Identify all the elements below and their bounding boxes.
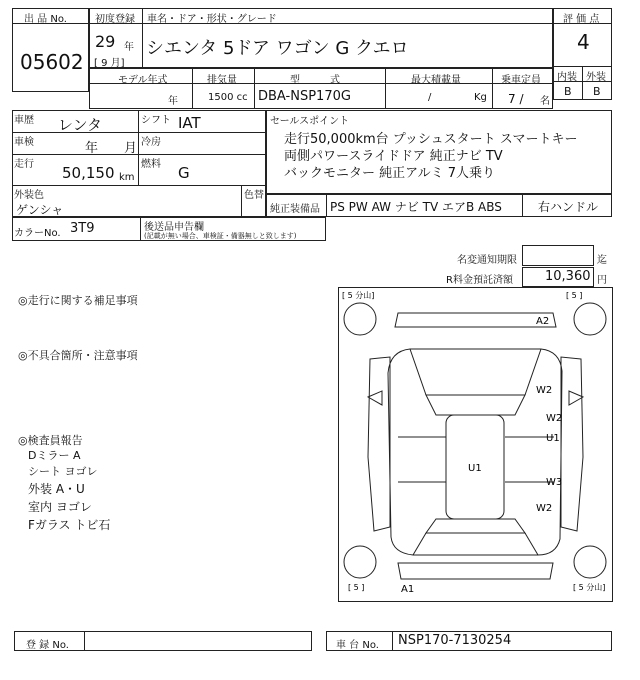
rear-bumper [398,563,553,579]
type-label: 型 式 [290,75,340,86]
recycle-label: R料金預託済額 [446,275,513,286]
first-reg-month: [ 9 月] [94,58,125,69]
sales-points-label: セールスポイント [270,116,350,127]
rear-window [426,519,525,533]
history-label: 車歴 [14,115,34,126]
name-change-box [522,245,594,266]
color-change-label: 色替 [244,190,264,201]
model-label: 車名・ドア・形状・グレード [147,14,277,25]
windshield [426,395,525,415]
inspector-line-4: 室内 ヨゴレ [28,500,92,514]
defects-label: ◎不具合箇所・注意事項 [18,349,138,362]
capacity-label: 乗車定員 [501,75,541,86]
max-load-unit: Kg [474,92,487,103]
inspector-label: ◎検査員報告 [18,434,83,447]
capacity-value: 7 / [508,92,524,106]
equipment-value: PS PW AW ナビ TV エアB ABS [330,200,502,214]
mileage-value: 50,150 [62,164,115,182]
capacity-unit: 名 [540,96,550,107]
ext-color-value: ゲンシャ [16,203,64,217]
mirror-right [569,391,583,405]
inspector-line-5: Fガラス トビ石 [28,518,111,532]
recycle-unit: 円 [597,275,607,286]
tire-fr-label: [ 5 ] [566,291,583,300]
damage-mark-w3: W3 [546,477,563,488]
max-load-value: / [428,92,432,103]
max-load-label: 最大積載量 [411,75,461,86]
driving-notes-label: ◎走行に関する補足事項 [18,294,138,307]
damage-mark-w2-door: W2 [546,413,563,424]
tire-rl-label: [ 5 ] [348,583,365,592]
equipment-label: 純正装備品 [270,204,320,215]
type-value: DBA-NSP170G [258,89,351,104]
left-side [368,357,390,531]
tire-fl-label: [ 5 分山] [342,291,375,300]
aftermarket-note: (記載が無い場合、車検証・備器無しと致します) [144,232,297,240]
reg-no-label: 登 録 No. [26,640,69,651]
exterior-label: 外装 [586,72,606,83]
front-bumper [395,313,556,327]
inspection-label: 車検 [14,137,34,148]
damage-mark-a2: A2 [536,316,550,327]
car-body [388,349,562,555]
damage-mark-a1: A1 [401,584,415,595]
car-damage-diagram [338,287,613,602]
mirror-left [368,391,382,405]
damage-mark-u1-roof: U1 [468,463,482,474]
fuel-value: G [178,164,190,182]
shift-value: IAT [178,114,201,132]
sales-point-line-3: バックモニター 純正アルミ 7人乗り [284,166,496,181]
model-year-label: モデル年式 [118,75,168,86]
wheel-rr [574,546,606,578]
steering-value: 右ハンドル [538,200,599,214]
damage-mark-u1-door: U1 [546,433,560,444]
interior-label: 内装 [557,72,577,83]
exterior-grade: B [593,85,601,98]
ac-label: 冷房 [141,137,161,148]
inspector-line-3: 外装 A・U [28,482,85,496]
shift-label: シフト [141,115,171,126]
eval-label: 評 価 点 [563,14,600,25]
model-year-unit: 年 [168,96,178,107]
eval-score: 4 [577,30,590,54]
lot-number: 05602 [20,50,84,74]
right-side [561,357,583,531]
damage-mark-w2-side: W2 [536,385,553,396]
sales-point-line-2: 両側パワースライドドア 純正ナビ TV [284,149,503,164]
displacement-label: 排気量 [207,75,237,86]
displacement-value: 1500 cc [208,92,248,103]
inspection-value: 年 月 [85,141,138,156]
damage-mark-w2-rear: W2 [536,503,553,514]
sales-point-line-1: 走行50,000km台 プッシュスタート スマートキー [284,132,578,147]
wheel-rl [344,546,376,578]
wheel-fr [574,303,606,335]
name-change-label: 名変通知期限 [457,255,517,266]
fuel-label: 燃料 [141,159,161,170]
details-box [12,110,266,186]
inspector-line-2: シート ヨゴレ [28,465,98,478]
interior-grade: B [564,85,572,98]
first-reg-year: 29 [95,32,116,51]
ext-color-label: 外装色 [14,190,44,201]
first-reg-label: 初度登録 [95,14,135,25]
lot-label: 出 品 No. [24,14,67,25]
model-name: シエンタ 5ドア ワゴン G クエロ [146,38,409,59]
wheel-fl [344,303,376,335]
recycle-value: 10,360 [545,269,591,284]
tire-rr-label: [ 5 分山] [573,583,606,592]
mileage-label: 走行 [14,159,34,170]
aftermarket-label: 後送品申告欄 [144,222,204,233]
chassis-value: NSP170-7130254 [398,633,512,648]
year-unit: 年 [124,42,134,53]
history-value: レンタ [58,116,103,134]
inspector-line-1: Dミラー A [28,449,81,462]
color-no-label: カラーNo. [14,228,61,239]
mileage-unit: km [119,172,135,183]
chassis-label: 車 台 No. [336,640,379,651]
name-change-unit: 迄 [597,255,607,266]
color-no-value: 3T9 [70,221,95,236]
